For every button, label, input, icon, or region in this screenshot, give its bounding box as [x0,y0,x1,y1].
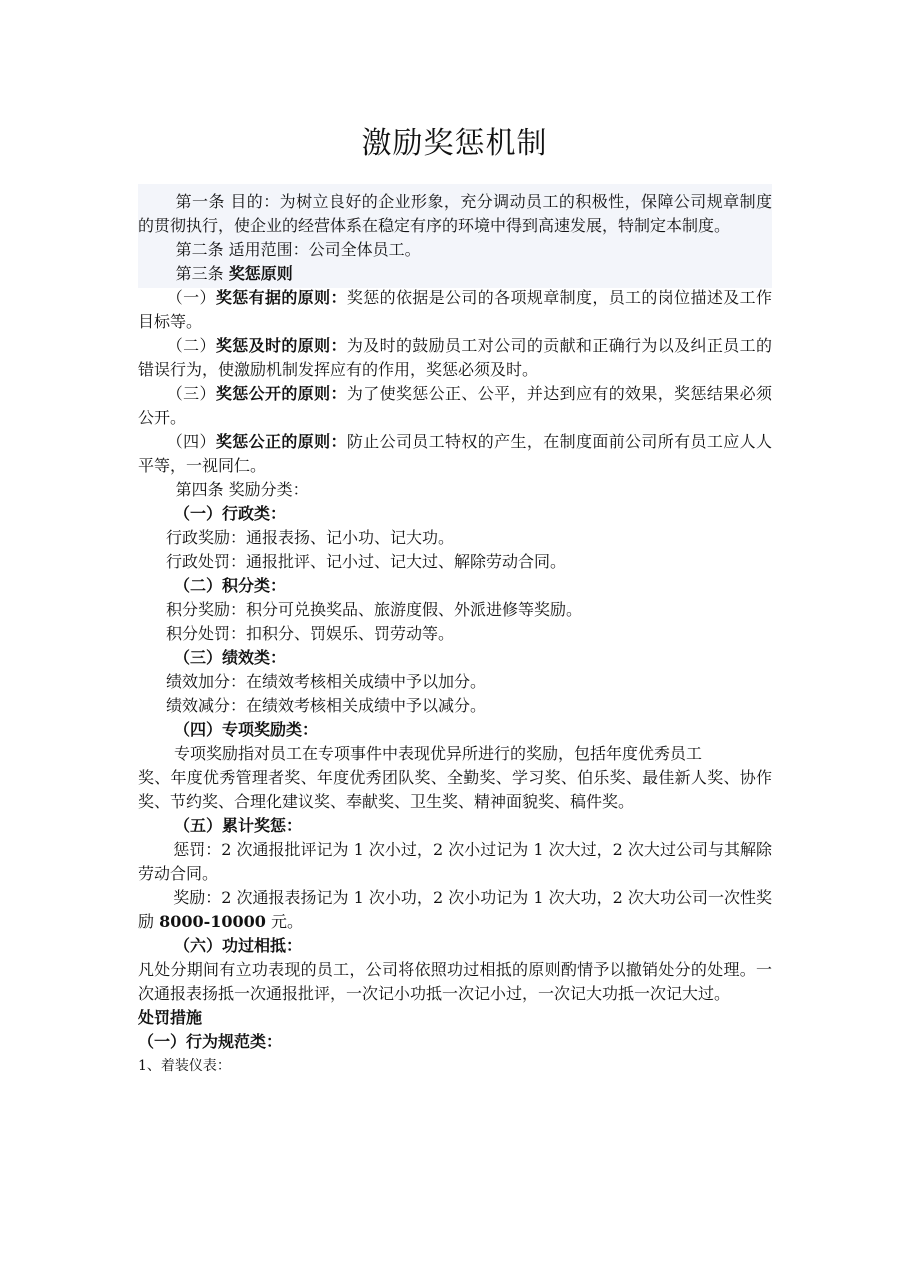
category-3-item-b: 绩效减分：在绩效考核相关成绩中予以减分。 [166,696,487,715]
category-5-penalty: 惩罚：2 次通报批评记为 1 次小过，2 次小过记为 1 次大过，2 次大过公司与其解除劳动合同。 [138,840,772,883]
measures-subheading: （一）行为规范类： [138,1032,283,1051]
principle-4: （四）奖惩公正的原则：防止公司员工特权的产生，在制度面前公司所有员工应人人平等，一视同仁。 [138,432,772,475]
category-4-list: 奖、年度优秀管理者奖、年度优秀团队奖、全勤奖、学习奖、伯乐奖、最佳新人奖、协作奖、节约奖、合理化建议奖、奉献奖、卫生奖、精神面貌奖、稿件奖。 [138,768,772,811]
category-2-item-b: 积分处罚：扣积分、罚娱乐、罚劳动等。 [166,624,455,643]
principle-2: （二）奖惩及时的原则：为及时的鼓励员工对公司的贡献和正确行为以及纠正员工的错误行为，使激励机制发挥应有的作用，奖惩必须及时。 [138,336,772,379]
principle-1: （一）奖惩有据的原则：奖惩的依据是公司的各项规章制度，员工的岗位描述及工作目标等。 [138,288,772,331]
category-5-heading: （五）累计奖惩： [174,816,303,835]
document-title: 激励奖惩机制 [361,126,548,161]
category-1-heading: （一）行政类： [174,504,287,523]
measures-item-1: 1、着装仪表： [138,1058,231,1074]
principle-3: （三）奖惩公开的原则：为了使奖惩公正、公平，并达到应有的效果，奖惩结果必须公开。 [138,384,772,427]
document-body [138,190,772,1078]
category-3-item-a: 绩效加分：在绩效考核相关成绩中予以加分。 [166,672,487,691]
article-2: 第二条 适用范围：公司全体员工。 [175,240,421,259]
article-4: 第四条 奖励分类： [175,480,309,499]
category-6-text: 凡处分期间有立功表现的员工，公司将依照功过相抵的原则酌情予以撤销处分的处理。一次通报表扬抵一次通报批评，一次记小功抵一次记小过，一次记大功抵一次记大过。 [138,960,772,1003]
category-2-item-a: 积分奖励：积分可兑换奖品、旅游度假、外派进修等奖励。 [166,600,583,619]
category-6-heading: （六）功过相抵： [174,936,303,955]
category-3-heading: （三）绩效类： [174,648,287,667]
measures-heading: 处罚措施 [138,1008,203,1027]
article-3: 第三条 奖惩原则 [175,264,293,283]
category-4-intro: 专项奖励指对员工在专项事件中表现优异所进行的奖励，包括年度优秀员工 [174,744,703,763]
category-1-item-a: 行政奖励：通报表扬、记小功、记大功。 [166,528,455,547]
category-4-heading: （四）专项奖励类： [174,720,319,739]
category-2-heading: （二）积分类： [174,576,287,595]
category-5-reward: 奖励：2 次通报表扬记为 1 次小功，2 次小功记为 1 次大功，2 次大功公司一次性奖励 8000-10000 元。 [138,888,772,931]
article-1: 第一条 目的：为树立良好的企业形象，充分调动员工的积极性，保障公司规章制度的贯彻执行，使企业的经营体系在稳定有序的环境中得到高速发展，特制定本制度。 [138,192,772,235]
category-1-item-b: 行政处罚：通报批评、记小过、记大过、解除劳动合同。 [166,552,567,571]
